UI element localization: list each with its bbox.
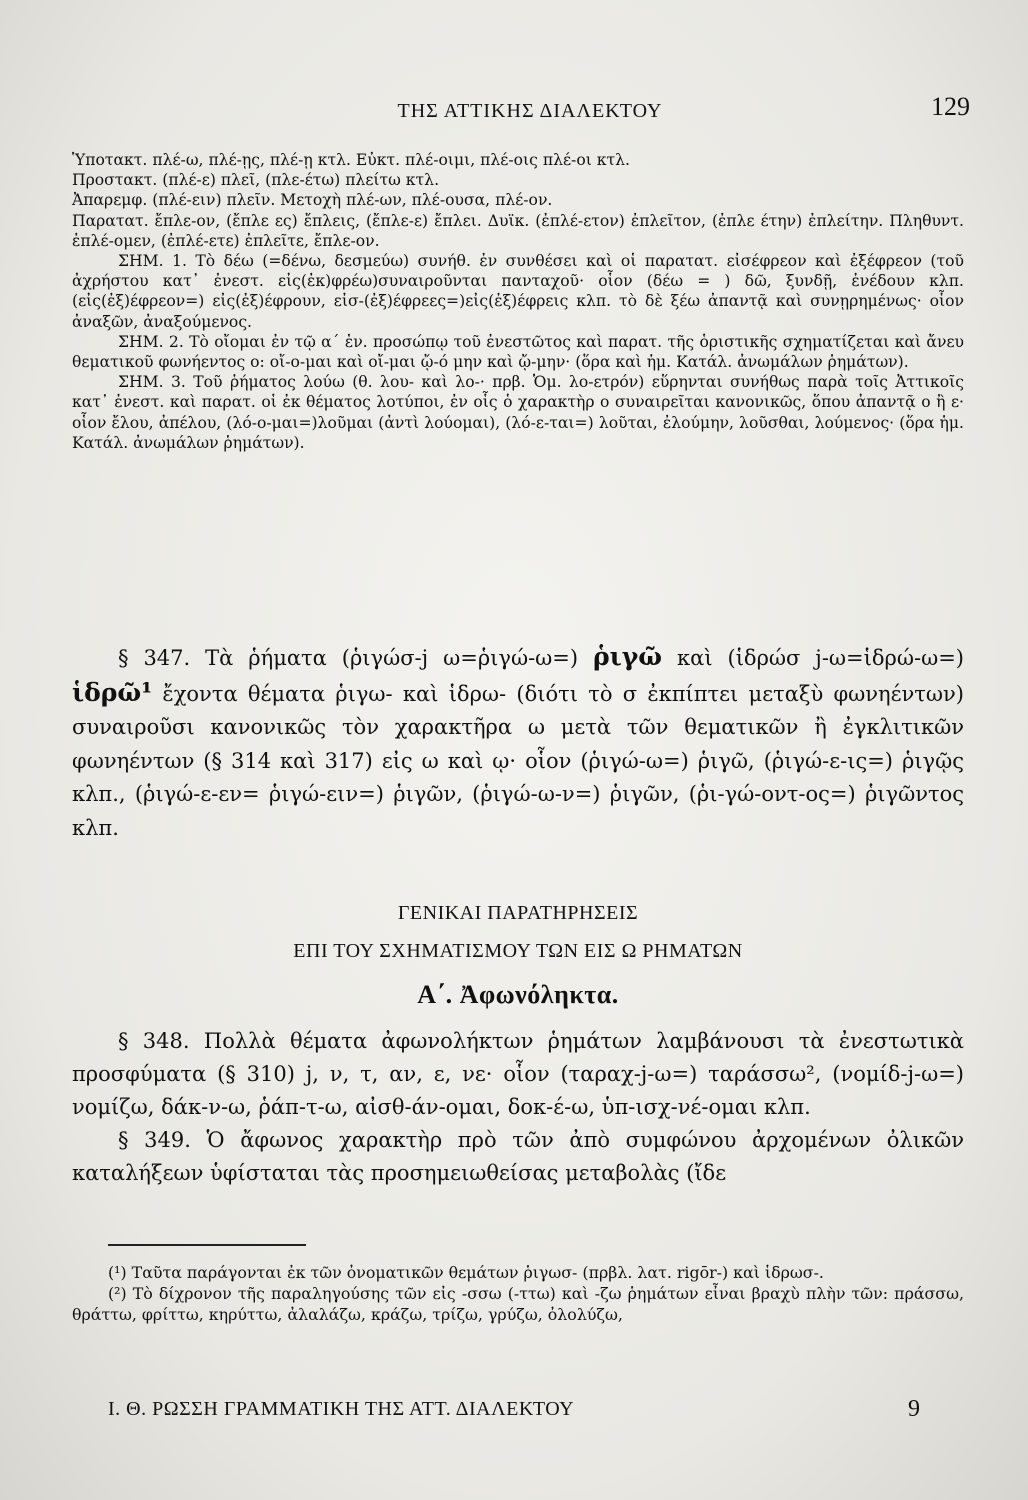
- paragraph-subjunctive: Ὑποτακτ. πλέ-ω, πλέ-ῃς, πλέ-ῃ κτλ. Εὐκτ. πλέ-οιμι, πλέ-οις πλέ-οι κτλ.: [72, 151, 630, 169]
- heading-general-observations: ΓΕΝΙΚΑΙ ΠΑΡΑΤΗΡΗΣΕΙΣ: [397, 902, 639, 924]
- printer-signature: Ι. Θ. ΡΩΣΣΗ ΓΡΑΜΜΑΤΙΚΗ ΤΗΣ ΑΤΤ. ΔΙΑΛΕΚΤΟΥ: [108, 1398, 575, 1420]
- page-footer: [108, 1398, 920, 1428]
- page-header: [90, 92, 970, 132]
- section-347-part3: ἔχοντα θέματα ῥιγω- καὶ ἱδρω- (διότι τὸ σ ἐκπίπτει μεταξὺ φωνηέντων) συναιροῦσι κανονικῶς τὸν χαρακτῆρα ω μετὰ τῶν θεματικῶν ἢ ἐγκλιτικῶν φωνηέντων (§ 314 καὶ 317) εἰς ω καὶ ῳ· οἷον (ῥιγώ-ω=) ῥιγῶ, (ῥιγώ-ε-ις=) ῥιγῷς κλπ., (ῥιγώ-ε-εν= ῥιγώ-ειν=) ῥιγῶν, (ῥιγώ-ω-ν=) ῥιγῶν, (ῥι-γώ-οντ-ος=) ῥιγῶντος κλπ.: [72, 681, 964, 840]
- section-348-paragraph: § 348. Πολλὰ θέματα ἀφωνολήκτων ῥημάτων λαμβάνουσι τὰ ἐνεστωτικὰ προσφύματα (§ 310) j, ν, τ, αν, ε, νε· οἷον (ταραχ-j-ω=) ταράσσω², (νομίδ-j-ω=) νομίζω, δάκ-ν-ω, ῥάπ-τ-ω, αἰσθ-άν-ομαι, δοκ-έ-ω, ὑπ-ισχ-νέ-ομαι κλπ.: [72, 1029, 964, 1119]
- paragraph-imperative: Προστακτ. (πλέ-ε) πλεῖ, (πλε-έτω) πλείτω κτλ.: [72, 171, 440, 190]
- subsection-title: Α΄. Ἀφωνόληκτα.: [417, 980, 619, 1009]
- footnote-divider: [108, 1244, 306, 1246]
- footnote-1: (¹) Ταῦτα παράγονται ἐκ τῶν ὀνοματικῶν θεμάτων ῥιγωσ- (πρβλ. λατ. rigōr-) καὶ ἱδρωσ-.: [108, 1263, 824, 1282]
- section-349-paragraph: § 349. Ὁ ἄφωνος χαρακτὴρ πρὸ τῶν ἀπὸ συμφώνου ἀρχομένων ὀλικῶν καταλήξεων ὑφίσταται τὰς προσημειωθείσας μεταβολὰς (ἴδε: [72, 1128, 964, 1185]
- section-347-word2: ἱδρῶ¹: [72, 677, 153, 707]
- note-2: ΣΗΜ. 2. Τὸ οἴομαι ἐν τῷ α΄ ἑν. προσώπῳ τοῦ ἐνεστῶτος καὶ παρατ. τῆς ὁριστικῆς σχηματίζεται καὶ ἄνευ θεματικοῦ φωνήεντος ο: οἴ-ο-μαι καὶ οἴ-μαι ᾤ-ό μην καὶ ᾤ-μην· (ὅρα καὶ ἡμ. Κατάλ. ἀνωμάλων ῥημάτων).: [72, 332, 964, 372]
- footnote-2: (²) Τὸ δίχρονον τῆς παραληγούσης τῶν εἰς -σσω (-ττω) καὶ -ζω ῥημάτων εἶναι βραχὺ πλὴν τῶν: πράσσω, θράττω, φρίττω, κηρύττω, ἀλαλάζω, κράζω, τρίζω, γρύζω, ὀλολύζω,: [72, 1284, 964, 1325]
- section-347-part2: καὶ (ἱδρώσ j-ω=ἱδρώ-ω=): [677, 646, 964, 670]
- signature-number: 9: [908, 1396, 920, 1422]
- page-number: 129: [931, 92, 970, 121]
- footnotes: [72, 1262, 964, 1326]
- section-347-word1: ῥιγῶ: [593, 642, 663, 671]
- conjugation-notes: [72, 150, 964, 453]
- heading-formation: ΕΠΙ ΤΟΥ ΣΧΗΜΑΤΙΣΜΟΥ ΤΩΝ ΕΙΣ Ω ΡΗΜΑΤΩΝ: [293, 940, 743, 962]
- note-1: ΣΗΜ. 1. Τὸ δέω (=δένω, δεσμεύω) συνήθ. ἐν συνθέσει καὶ οἱ παρατατ. εἰσέφρεον καὶ ἐξέφρεον (τοῦ ἀχρήστου κατ᾿ ἐνεστ. εἰς(ἐκ)φρέω)συναιροῦνται πανταχοῦ· οἷον (δέω = ) δῶ, ξυνδῇ, ἐνέδουν κλπ. (εἰς(ἐξ)έφρεον=) εἰς(ἐξ)έφρουν, εἰσ-(ἐξ)έφρεες=)εἰς(ἐξ)έφρεις κλπ. τὸ δὲ ξέω ἀπαντᾷ καὶ συνῃρημένως· οἷον ἀναξῶν, ἀναξούμενος.: [72, 252, 964, 331]
- note-3: ΣΗΜ. 3. Τοῦ ῥήματος λούω (θ. λου- καὶ λο-· πρβ. Ὁμ. λο-ετρόν) εὕρηνται συνήθως παρὰ τοῖς Ἀττικοῖς κατ᾿ ἐνεστ. καὶ παρατ. οἱ ἐκ θέματος λοτύποι, ἐν οἷς ὁ χαρακτὴρ ο συναιρεῖται κανονικῶς, ὅπου ἀπαντᾷ ο ἢ ε· οἷον ἔλου, ἀπέλου, (λό-ο-μαι=)λοῦμαι (ἀντὶ λούομαι), (λό-ε-ται=) λοῦται, ἐλούμην, λοῦσθαι, λούμενος· (ὅρα ἡμ. Κατάλ. ἀνωμάλων ῥημάτων).: [72, 373, 964, 452]
- paragraph-imperfect: Παρατατ. ἔπλε-ον, (ἔπλε ες) ἔπλεις, (ἔπλε-ε) ἔπλει. Δυϊκ. (ἐπλέ-ετον) ἐπλεῖτον, (ἐπλε έτην) ἐπλείτην. Πληθυντ. ἐπλέ-ομεν, (ἐπλέ-ετε) ἐπλεῖτε, ἔπλε-ον.: [72, 211, 964, 250]
- section-347: [72, 640, 964, 846]
- section-347-paragraph: [72, 640, 964, 846]
- section-347-part1: § 347. Τὰ ῥήματα (ῥιγώσ-j ω=ῥιγώ-ω=): [118, 646, 579, 670]
- sections-348-349: [72, 1025, 964, 1190]
- running-title: ΤΗΣ ΑΤΤΙΚΗΣ ΔΙΑΛΕΚΤΟΥ: [397, 100, 663, 122]
- paragraph-infinitive: Ἀπαρεμφ. (πλέ-ειν) πλεῖν. Μετοχὴ πλέ-ων, πλέ-ουσα, πλέ-ον.: [72, 191, 553, 210]
